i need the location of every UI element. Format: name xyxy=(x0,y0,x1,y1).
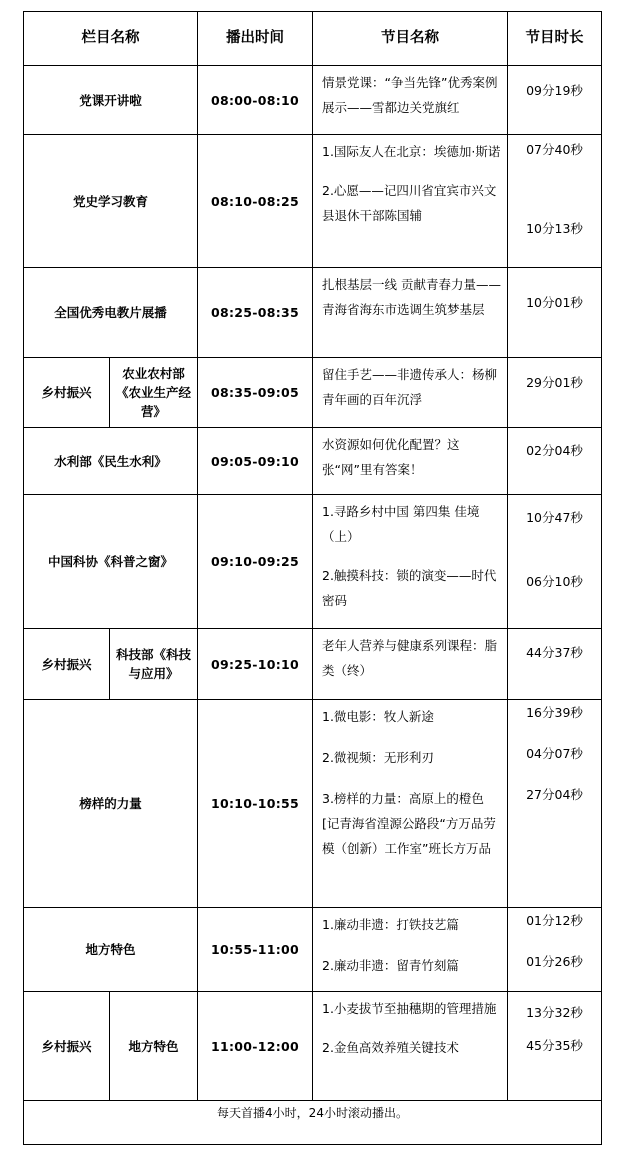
section-name: 乡村振兴 xyxy=(24,358,110,428)
table-row xyxy=(24,629,602,700)
program-title: 3.榜样的力量：高原上的橙色[记青海省湟源公路段“方万品劳模（创新）工作室”班长方万品 xyxy=(322,791,496,856)
broadcast-time: 08:35-09:05 xyxy=(198,358,313,428)
duration-value: 01分26秒 xyxy=(526,954,583,969)
program-title: 老年人营养与健康系列课程：脂类（终） xyxy=(322,638,498,678)
section-name: 地方特色 xyxy=(24,908,198,992)
duration-value: 06分10秒 xyxy=(526,574,583,589)
section-name: 榜样的力量 xyxy=(24,700,198,908)
duration-cell xyxy=(508,992,602,1101)
duration-value: 01分12秒 xyxy=(526,913,583,928)
duration-value: 16分39秒 xyxy=(526,705,583,720)
duration-value: 10分13秒 xyxy=(526,221,583,236)
duration-value: 04分07秒 xyxy=(526,746,583,761)
duration-cell xyxy=(508,358,602,428)
duration-value: 09分19秒 xyxy=(526,83,583,98)
program-cell xyxy=(313,428,508,495)
sub-section-name: 科技部《科技与应用》 xyxy=(110,629,198,700)
program-title: 留住手艺——非遗传承人：杨柳青年画的百年沉浮 xyxy=(322,367,498,407)
duration-value: 27分04秒 xyxy=(526,787,583,802)
duration-cell xyxy=(508,495,602,629)
table-row xyxy=(24,428,602,495)
duration-cell xyxy=(508,428,602,495)
broadcast-time: 09:25-10:10 xyxy=(198,629,313,700)
section-name: 乡村振兴 xyxy=(24,992,110,1101)
duration-cell xyxy=(508,66,602,135)
duration-value: 02分04秒 xyxy=(526,443,583,458)
duration-value: 07分40秒 xyxy=(526,142,583,157)
table-row xyxy=(24,135,602,268)
duration-value: 10分47秒 xyxy=(526,510,583,525)
header-broadcast-time: 播出时间 xyxy=(198,12,313,66)
program-title: 1.国际友人在北京：埃德加·斯诺 xyxy=(322,144,501,159)
program-title: 情景党课：“争当先锋”优秀案例展示——雪都边关党旗红 xyxy=(322,75,498,115)
broadcast-time: 09:05-09:10 xyxy=(198,428,313,495)
broadcast-time: 11:00-12:00 xyxy=(198,992,313,1101)
section-name: 党课开讲啦 xyxy=(24,66,198,135)
duration-value: 29分01秒 xyxy=(526,375,583,390)
section-name: 水利部《民生水利》 xyxy=(24,428,198,495)
table-row xyxy=(24,908,602,992)
broadcast-time: 08:10-08:25 xyxy=(198,135,313,268)
duration-value: 45分35秒 xyxy=(526,1038,583,1053)
table-header-row xyxy=(24,12,602,66)
broadcast-time: 10:10-10:55 xyxy=(198,700,313,908)
program-title: 2.心愿——记四川省宜宾市兴文县退休干部陈国辅 xyxy=(322,183,497,223)
duration-value: 10分01秒 xyxy=(526,295,583,310)
program-title: 1.小麦拔节至抽穗期的管理措施 xyxy=(322,1001,497,1016)
program-title: 1.微电影：牧人新途 xyxy=(322,709,434,724)
program-title: 2.微视频：无形利刃 xyxy=(322,750,434,765)
header-duration: 节目时长 xyxy=(508,12,602,66)
program-title: 1.寻路乡村中国 第四集 佳境（上） xyxy=(322,504,480,544)
program-cell xyxy=(313,700,508,908)
program-title: 1.廉动非遗：打铁技艺篇 xyxy=(322,917,459,932)
program-cell xyxy=(313,66,508,135)
table-footer-row xyxy=(24,1101,602,1145)
program-cell xyxy=(313,908,508,992)
program-cell xyxy=(313,992,508,1101)
program-cell xyxy=(313,358,508,428)
section-name: 党史学习教育 xyxy=(24,135,198,268)
header-column-name: 栏目名称 xyxy=(24,12,198,66)
section-name: 乡村振兴 xyxy=(24,629,110,700)
table-row xyxy=(24,992,602,1101)
broadcast-time: 10:55-11:00 xyxy=(198,908,313,992)
duration-cell xyxy=(508,135,602,268)
table-row xyxy=(24,268,602,358)
broadcast-time: 08:00-08:10 xyxy=(198,66,313,135)
program-title: 扎根基层一线 贡献青春力量——青海省海东市选调生筑梦基层 xyxy=(322,277,501,317)
broadcast-time: 08:25-08:35 xyxy=(198,268,313,358)
table-row xyxy=(24,358,602,428)
program-title: 2.金鱼高效养殖关键技术 xyxy=(322,1040,459,1055)
schedule-table xyxy=(23,11,602,1145)
table-row xyxy=(24,700,602,908)
section-name: 中国科协《科普之窗》 xyxy=(24,495,198,629)
duration-value: 44分37秒 xyxy=(526,645,583,660)
program-cell xyxy=(313,135,508,268)
program-title: 2.触摸科技：锁的演变——时代密码 xyxy=(322,568,497,608)
footer-note: 每天首播4小时，24小时滚动播出。 xyxy=(24,1101,602,1145)
program-title: 水资源如何优化配置？这张“网”里有答案！ xyxy=(322,437,460,477)
program-cell xyxy=(313,629,508,700)
duration-value: 13分32秒 xyxy=(526,1005,583,1020)
section-name: 全国优秀电教片展播 xyxy=(24,268,198,358)
header-program-name: 节目名称 xyxy=(313,12,508,66)
program-cell xyxy=(313,495,508,629)
broadcast-time: 09:10-09:25 xyxy=(198,495,313,629)
duration-cell xyxy=(508,629,602,700)
program-title: 2.廉动非遗：留青竹刻篇 xyxy=(322,958,459,973)
table-row xyxy=(24,495,602,629)
duration-cell xyxy=(508,268,602,358)
duration-cell xyxy=(508,700,602,908)
sub-section-name: 农业农村部《农业生产经营》 xyxy=(110,358,198,428)
sub-section-name: 地方特色 xyxy=(110,992,198,1101)
program-cell xyxy=(313,268,508,358)
table-row xyxy=(24,66,602,135)
duration-cell xyxy=(508,908,602,992)
